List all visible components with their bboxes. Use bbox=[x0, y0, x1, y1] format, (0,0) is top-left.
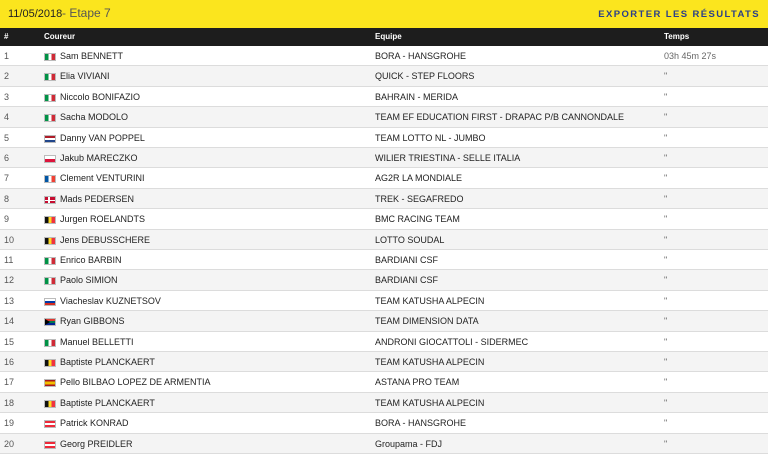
country-flag-icon bbox=[44, 257, 56, 265]
team-name-link[interactable]: ASTANA PRO TEAM bbox=[375, 377, 460, 388]
country-flag-icon bbox=[44, 237, 56, 245]
time-cell: " bbox=[664, 112, 668, 123]
rank-cell: 4 bbox=[4, 112, 10, 123]
table-row[interactable] bbox=[0, 413, 768, 433]
rider-name-link[interactable]: Jurgen ROELANDTS bbox=[60, 214, 146, 225]
country-flag-icon bbox=[44, 339, 56, 347]
table-row[interactable] bbox=[0, 148, 768, 168]
country-flag-icon bbox=[44, 155, 56, 163]
rank-cell: 8 bbox=[4, 193, 10, 204]
team-name-link[interactable]: BARDIANI CSF bbox=[375, 255, 439, 265]
rider-name-link[interactable]: Viacheslav KUZNETSOV bbox=[60, 295, 161, 306]
team-name-link[interactable]: TEAM KATUSHA ALPECIN bbox=[375, 397, 485, 408]
rider-name-link[interactable]: Mads PEDERSEN bbox=[60, 193, 135, 204]
column-header-team[interactable]: Equipe bbox=[375, 32, 402, 41]
team-name-link[interactable]: TEAM DIMENSION DATA bbox=[375, 316, 479, 327]
time-cell: " bbox=[664, 71, 668, 82]
rank-cell: 11 bbox=[4, 255, 14, 265]
team-name-link[interactable]: AG2R LA MONDIALE bbox=[375, 173, 463, 184]
team-name-link[interactable]: Groupama - FDJ bbox=[375, 438, 443, 449]
rank-cell: 20 bbox=[4, 438, 15, 449]
country-flag-icon bbox=[44, 400, 56, 408]
team-name-link[interactable]: BAHRAIN - MERIDA bbox=[375, 91, 459, 102]
rider-name-link[interactable]: Jakub MARECZKO bbox=[60, 153, 138, 163]
rank-cell: 2 bbox=[4, 71, 10, 82]
country-flag-icon bbox=[44, 114, 56, 122]
rider-name-link[interactable]: Clement VENTURINI bbox=[60, 173, 145, 184]
time-cell: " bbox=[664, 397, 668, 408]
rank-cell: 17 bbox=[4, 377, 15, 388]
time-cell: " bbox=[664, 377, 668, 388]
rank-cell: 14 bbox=[4, 316, 15, 327]
country-flag-icon bbox=[44, 379, 56, 387]
table-row[interactable] bbox=[0, 128, 768, 148]
table-row[interactable] bbox=[0, 168, 768, 188]
country-flag-icon bbox=[44, 216, 56, 224]
table-row[interactable] bbox=[0, 291, 768, 311]
country-flag-icon bbox=[44, 196, 56, 204]
rider-name-link[interactable]: Georg PREIDLER bbox=[60, 438, 133, 449]
table-row[interactable] bbox=[0, 230, 768, 250]
team-name-link[interactable]: ANDRONI GIOCATTOLI - SIDERMEC bbox=[375, 336, 529, 347]
stage-title: - Etape 7 bbox=[62, 6, 111, 20]
rider-name-link[interactable]: Baptiste PLANCKAERT bbox=[60, 397, 155, 408]
country-flag-icon bbox=[44, 175, 56, 183]
rank-cell: 10 bbox=[4, 234, 15, 245]
column-header-time[interactable]: Temps bbox=[664, 32, 690, 41]
table-row[interactable] bbox=[0, 209, 768, 229]
time-cell: 03h 45m 27s bbox=[664, 51, 717, 61]
table-row[interactable] bbox=[0, 189, 768, 209]
rider-name-link[interactable]: Sacha MODOLO bbox=[60, 112, 129, 123]
time-cell: " bbox=[664, 153, 668, 163]
rider-name-link[interactable]: Paolo SIMION bbox=[60, 275, 118, 286]
table-row[interactable] bbox=[0, 107, 768, 127]
table-row[interactable] bbox=[0, 393, 768, 413]
country-flag-icon bbox=[44, 73, 56, 81]
column-header-rank[interactable]: # bbox=[4, 32, 9, 41]
team-name-link[interactable]: TEAM EF EDUCATION FIRST - DRAPAC P/B CANNONDALE bbox=[375, 112, 625, 123]
team-name-link[interactable]: TREK - SEGAFREDO bbox=[375, 193, 464, 204]
time-cell: " bbox=[664, 336, 668, 347]
rank-cell: 5 bbox=[4, 132, 10, 143]
rider-name-link[interactable]: Enrico BARBIN bbox=[60, 255, 122, 265]
export-results-link[interactable]: EXPORTER LES RÉSULTATS bbox=[598, 9, 760, 20]
team-name-link[interactable]: TEAM LOTTO NL - JUMBO bbox=[375, 132, 486, 143]
table-row[interactable] bbox=[0, 250, 768, 270]
country-flag-icon bbox=[44, 298, 56, 306]
team-name-link[interactable]: LOTTO SOUDAL bbox=[375, 234, 445, 245]
rider-name-link[interactable]: Patrick KONRAD bbox=[60, 418, 129, 429]
country-flag-icon bbox=[44, 53, 56, 61]
time-cell: " bbox=[664, 295, 668, 306]
column-header-rider[interactable]: Coureur bbox=[44, 32, 76, 41]
rank-cell: 3 bbox=[4, 91, 10, 102]
rider-name-link[interactable]: Manuel BELLETTI bbox=[60, 336, 134, 347]
time-cell: " bbox=[664, 418, 668, 429]
table-row[interactable] bbox=[0, 332, 768, 352]
rank-cell: 18 bbox=[4, 397, 15, 408]
team-name-link[interactable]: WILIER TRIESTINA - SELLE ITALIA bbox=[375, 153, 521, 163]
rider-name-link[interactable]: Pello BILBAO LOPEZ DE ARMENTIA bbox=[60, 377, 211, 388]
country-flag-icon bbox=[44, 94, 56, 102]
country-flag-icon bbox=[44, 318, 56, 326]
table-header bbox=[0, 28, 768, 46]
country-flag-icon bbox=[44, 277, 56, 285]
team-name-link[interactable]: BORA - HANSGROHE bbox=[375, 418, 467, 429]
time-cell: " bbox=[664, 316, 668, 327]
time-cell: " bbox=[664, 132, 668, 143]
table-row[interactable] bbox=[0, 434, 768, 454]
rank-cell: 12 bbox=[4, 275, 15, 286]
results-header-bar bbox=[0, 0, 768, 28]
rank-cell: 15 bbox=[4, 336, 15, 347]
rider-name-link[interactable]: Ryan GIBBONS bbox=[60, 316, 125, 327]
table-row[interactable] bbox=[0, 66, 768, 86]
rider-name-link[interactable]: Sam BENNETT bbox=[60, 51, 124, 61]
team-name-link[interactable]: BARDIANI CSF bbox=[375, 275, 439, 286]
rank-cell: 1 bbox=[4, 51, 10, 61]
rank-cell: 7 bbox=[4, 173, 10, 184]
rider-name-link[interactable]: Niccolo BONIFAZIO bbox=[60, 91, 141, 102]
time-cell: " bbox=[664, 234, 668, 245]
team-name-link[interactable]: TEAM KATUSHA ALPECIN bbox=[375, 357, 485, 367]
table-row[interactable] bbox=[0, 352, 768, 372]
time-cell: " bbox=[664, 275, 668, 286]
team-name-link[interactable]: TEAM KATUSHA ALPECIN bbox=[375, 295, 485, 306]
table-row[interactable] bbox=[0, 311, 768, 331]
rank-cell: 13 bbox=[4, 295, 15, 306]
time-cell: " bbox=[664, 438, 668, 449]
table-row[interactable] bbox=[0, 270, 768, 290]
country-flag-icon bbox=[44, 420, 56, 428]
team-name-link[interactable]: BORA - HANSGROHE bbox=[375, 51, 467, 61]
rank-cell: 19 bbox=[4, 418, 15, 429]
time-cell: " bbox=[664, 91, 668, 102]
rider-name-link[interactable]: Jens DEBUSSCHERE bbox=[60, 234, 151, 245]
table-row[interactable] bbox=[0, 372, 768, 392]
rank-cell: 16 bbox=[4, 357, 15, 367]
rider-name-link[interactable]: Elia VIVIANI bbox=[60, 71, 110, 82]
rank-cell: 6 bbox=[4, 153, 10, 163]
time-cell: " bbox=[664, 255, 668, 265]
rank-cell: 9 bbox=[4, 214, 10, 225]
table-row[interactable] bbox=[0, 46, 768, 66]
team-name-link[interactable]: BMC RACING TEAM bbox=[375, 214, 460, 225]
table-row[interactable] bbox=[0, 87, 768, 107]
rider-name-link[interactable]: Danny VAN POPPEL bbox=[60, 132, 145, 143]
rider-name-link[interactable]: Baptiste PLANCKAERT bbox=[60, 357, 155, 367]
country-flag-icon bbox=[44, 359, 56, 367]
time-cell: " bbox=[664, 214, 668, 225]
time-cell: " bbox=[664, 173, 668, 184]
team-name-link[interactable]: QUICK - STEP FLOORS bbox=[375, 71, 475, 82]
time-cell: " bbox=[664, 193, 668, 204]
country-flag-icon bbox=[44, 135, 56, 143]
time-cell: " bbox=[664, 357, 668, 367]
country-flag-icon bbox=[44, 441, 56, 449]
stage-date: 11/05/2018 bbox=[8, 8, 63, 20]
